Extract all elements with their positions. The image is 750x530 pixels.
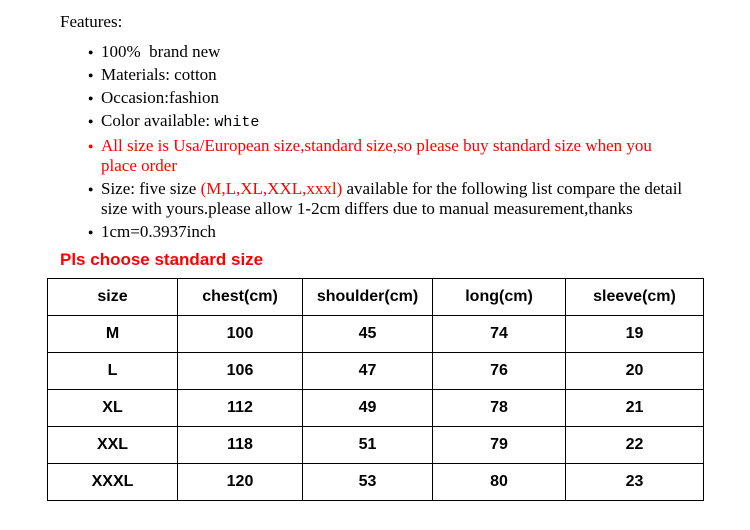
size-table-row <box>48 390 704 427</box>
size-table-cell: 23 <box>566 464 704 501</box>
feature-text <box>101 65 692 85</box>
size-table-cell: 21 <box>566 390 704 427</box>
size-table-cell: 118 <box>178 427 303 464</box>
feature-item <box>88 222 692 242</box>
feature-item <box>88 88 692 108</box>
feature-text <box>101 42 692 62</box>
size-table-row <box>48 353 704 390</box>
size-table-header-cell: long(cm) <box>433 279 566 316</box>
size-table-cell: XL <box>48 390 178 427</box>
size-table-cell: 80 <box>433 464 566 501</box>
feature-text-segment: All size is Usa/European size,standard size,so please buy standard size when you place order <box>101 136 657 175</box>
feature-item <box>88 42 692 62</box>
size-table-cell: 22 <box>566 427 704 464</box>
bullet-icon: ● <box>88 227 94 237</box>
feature-item <box>88 136 692 176</box>
size-table-cell: 47 <box>303 353 433 390</box>
feature-text <box>101 222 692 242</box>
feature-text <box>101 179 692 219</box>
feature-item <box>88 179 692 219</box>
size-table-body <box>48 316 704 501</box>
bullet-icon: ● <box>88 141 94 151</box>
size-table-header-cell: sleeve(cm) <box>566 279 704 316</box>
size-table-cell: XXXL <box>48 464 178 501</box>
feature-text-segment: (M,L,XL,XXL,xxxl) <box>200 179 343 198</box>
size-table-cell: L <box>48 353 178 390</box>
feature-item <box>88 65 692 85</box>
size-table-row <box>48 464 704 501</box>
feature-text-segment: Materials: cotton <box>101 65 217 84</box>
size-table-header-cell: shoulder(cm) <box>303 279 433 316</box>
size-table-header-cell: size <box>48 279 178 316</box>
features-heading: Features: <box>60 12 123 31</box>
features-list <box>88 42 692 242</box>
size-table-cell: 45 <box>303 316 433 353</box>
feature-text-segment: 100% brand new <box>101 42 221 61</box>
size-table-cell: M <box>48 316 178 353</box>
bullet-icon: ● <box>88 70 94 80</box>
feature-text-segment: Size: five size <box>101 179 201 198</box>
size-table-row <box>48 427 704 464</box>
feature-text-segment: 1cm=0.3937inch <box>101 222 216 241</box>
size-table-row <box>48 316 704 353</box>
feature-text-segment: white <box>214 114 260 131</box>
size-table-cell: 49 <box>303 390 433 427</box>
size-table-cell: 53 <box>303 464 433 501</box>
size-table-cell: 106 <box>178 353 303 390</box>
size-chart-table <box>47 278 704 501</box>
size-table-cell: 19 <box>566 316 704 353</box>
size-table-cell: 76 <box>433 353 566 390</box>
size-table-cell: 20 <box>566 353 704 390</box>
feature-text-segment: Color available: <box>101 111 215 130</box>
size-table-cell: 120 <box>178 464 303 501</box>
feature-text-segment: available for the following list compare the detail size with yours.please allow 1-2cm differs due to manual measurement,thanks <box>101 179 687 218</box>
size-chart-title: Pls choose standard size <box>60 250 264 269</box>
size-table-cell: 112 <box>178 390 303 427</box>
bullet-icon: ● <box>88 93 94 103</box>
bullet-icon: ● <box>88 116 94 126</box>
feature-text <box>101 88 692 108</box>
bullet-icon: ● <box>88 47 94 57</box>
size-table-header-cell: chest(cm) <box>178 279 303 316</box>
size-table-cell: 74 <box>433 316 566 353</box>
size-table-cell: 51 <box>303 427 433 464</box>
feature-item <box>88 111 692 133</box>
size-table-header-row <box>48 279 704 316</box>
size-table-cell: 79 <box>433 427 566 464</box>
feature-text <box>101 111 692 133</box>
feature-text-segment: Occasion:fashion <box>101 88 220 107</box>
size-table-cell: 100 <box>178 316 303 353</box>
bullet-icon: ● <box>88 184 94 194</box>
feature-text <box>101 136 692 176</box>
size-table-cell: 78 <box>433 390 566 427</box>
size-table-cell: XXL <box>48 427 178 464</box>
